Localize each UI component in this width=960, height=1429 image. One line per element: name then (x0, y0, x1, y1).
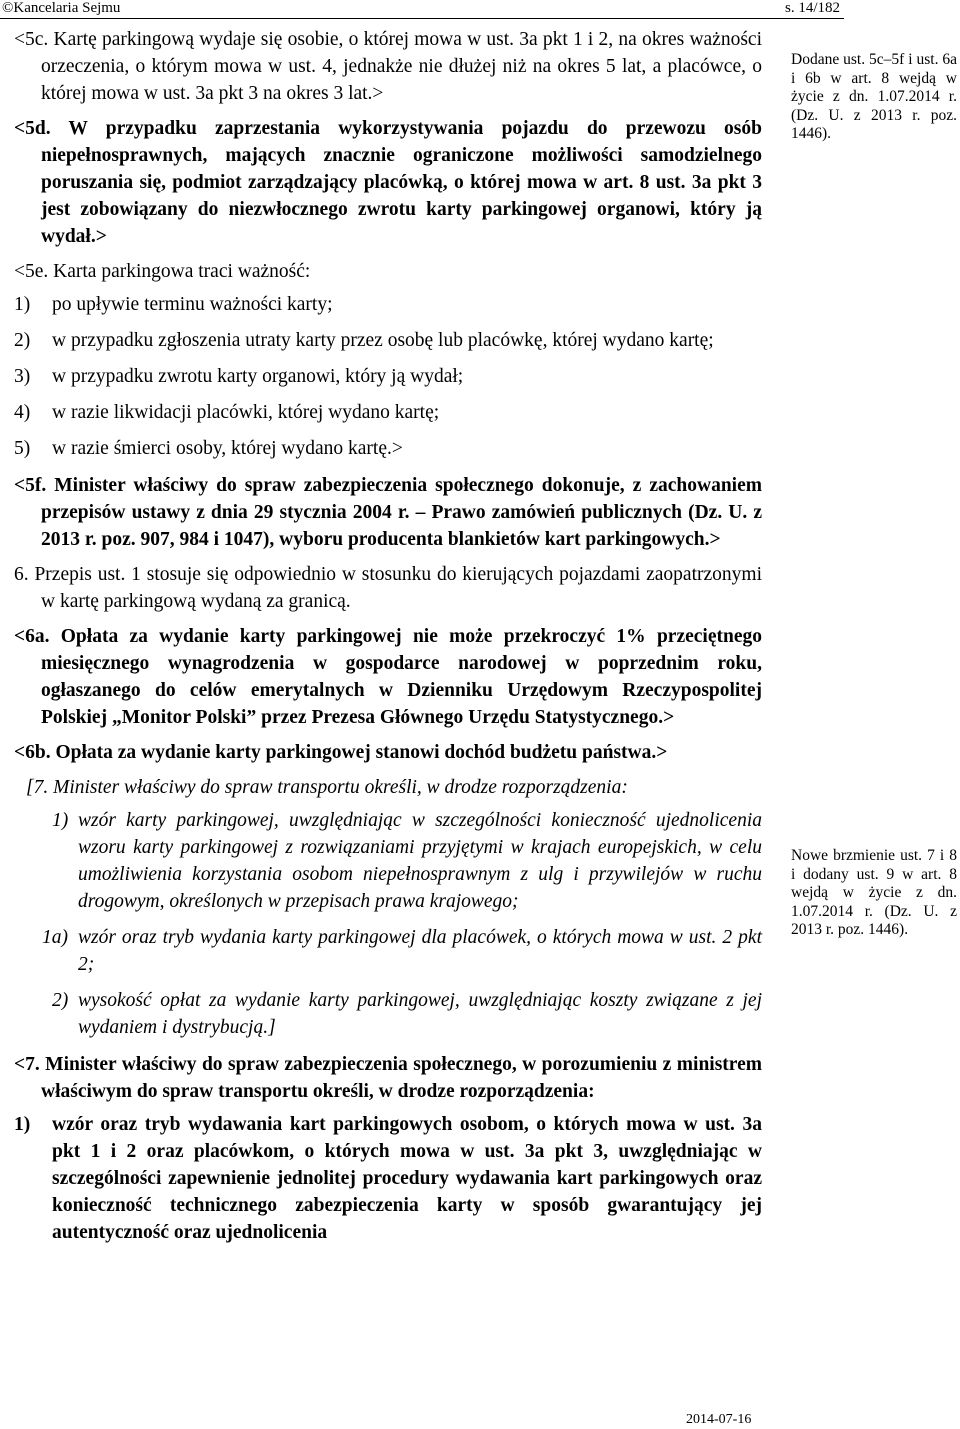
footer-date: 2014-07-16 (686, 1412, 752, 1427)
paragraph-7-new: <7. Minister właściwy do spraw zabezpieczenia społecznego, w porozumieniu z ministrem właściwym do spraw transportu określi, w drodze rozporządzenia: (14, 1054, 762, 1102)
paragraph-6a: <6a. Opłata za wydanie karty parkingowej nie może przekroczyć 1% przeciętnego miesięcznego wynagrodzenia w gospodarce narodowej w poprzednim roku, ogłaszanego do celów emerytalnych w Dzienniku Urzędowym Rzeczypospolitej Polskiej „Monitor Polski” przez Prezesa Głównego Urzędu Statystycznego.> (14, 626, 762, 728)
list-item: 2) wysokość opłat za wydanie karty parkingowej, uwzględniając koszty związane z jej wydaniem i dystrybucją.] (52, 990, 762, 1038)
paragraph-5c: <5c. Kartę parkingową wydaje się osobie, o której mowa w ust. 3a pkt 1 i 2, na okres ważności orzeczenia, o którym mowa w ust. 4, jednakże nie dłużej niż na okres 5 lat, a placówce, o której mowa w ust. 3a pkt 3 na okres 3 lat.> (14, 29, 762, 104)
paragraph-6: 6. Przepis ust. 1 stosuje się odpowiednio w stosunku do kierujących pojazdami zaopatrzonymi w kartę parkingową wydaną za granicą. (14, 564, 762, 612)
list-item: 1a) wzór oraz tryb wydania karty parkingowej dla placówek, o których mowa w ust. 2 pkt 2; (42, 927, 762, 975)
list-item: 3) w przypadku zwrotu karty organowi, który ją wydał; (14, 366, 464, 387)
section-7-new (14, 1051, 762, 1246)
list-item: 4) w razie likwidacji placówki, której wydano kartę; (14, 402, 440, 423)
list-item: 1) wzór karty parkingowej, uwzględniając w szczególności konieczność ujednolicenia wzoru karty parkingowej z rozwiązaniami przyjętymi w krajach europejskich, w celu umożliwienia korzystania osobom niepełnosprawnym z ulg i przywilejów w ruchu drogowym, określonych w przepisach prawa krajowego; (52, 810, 762, 912)
list-item: 1) wzór oraz tryb wydawania kart parkingowych osobom, o których mowa w ust. 3a pkt 1 i 2 oraz placówkom, o których mowa w ust. 3a pkt 3, uwzględniając w szczególności zapewnienie jednolitej procedury wydawania kart parkingowych oraz konieczność technicznego zabezpieczenia karty w sposób gwarantujący jej autentyczność oraz ujednolicenia (14, 1114, 762, 1243)
page-header (0, 0, 844, 19)
section-5e (14, 258, 762, 462)
list-item: 2) w przypadku zgłoszenia utraty karty przez osobę lub placówkę, której wydano kartę; (14, 330, 714, 351)
margin-note-new-wording: Nowe brzmienie ust. 7 i 8 i dodany ust. 9 w art. 8 wejdą w życie z dn. 1.07.2014 r. (Dz. U. z 2013 r. poz. 1446). (791, 847, 957, 938)
document-body (14, 26, 762, 1256)
list-item: 5) w razie śmierci osoby, której wydano kartę.> (14, 438, 403, 459)
list-item: 1) po upływie terminu ważności karty; (14, 294, 333, 315)
paragraph-6b: <6b. Opłata za wydanie karty parkingowej stanowi dochód budżetu państwa.> (14, 742, 668, 763)
paragraph-5d: <5d. W przypadku zaprzestania wykorzystywania pojazdu do przewozu osób niepełnosprawnych, mających znacznie ograniczone możliwości samodzielnego poruszania się, podmiot zarządzający placówką, o której mowa w art. 8 ust. 3a pkt 3 jest zobowiązany do niezwłocznego zwrotu karty parkingowej organowi, który ją wydał.> (14, 118, 762, 247)
paragraph-5e: <5e. Karta parkingowa traci ważność: (14, 261, 311, 282)
margin-note-added: Dodane ust. 5c–5f i ust. 6a i 6b w art. 8 wejdą w życie z dn. 1.07.2014 r. (Dz. U. z 2013 r. poz. 1446). (791, 51, 957, 142)
paragraph-7-old: [7. Minister właściwy do spraw transportu określi, w drodze rozporządzenia: (26, 777, 628, 798)
header-publisher: ©Kancelaria Sejmu (2, 0, 121, 16)
paragraph-5f: <5f. Minister właściwy do spraw zabezpieczenia społecznego dokonuje, z zachowaniem przepisów ustawy z dnia 29 stycznia 2004 r. – Prawo zamówień publicznych (Dz. U. z 2013 r. poz. 907, 984 i 1047), wyboru producenta blankietów kart parkingowych.> (14, 475, 762, 550)
header-page-number: s. 14/182 (784, 0, 840, 16)
section-7-old (14, 774, 762, 1041)
